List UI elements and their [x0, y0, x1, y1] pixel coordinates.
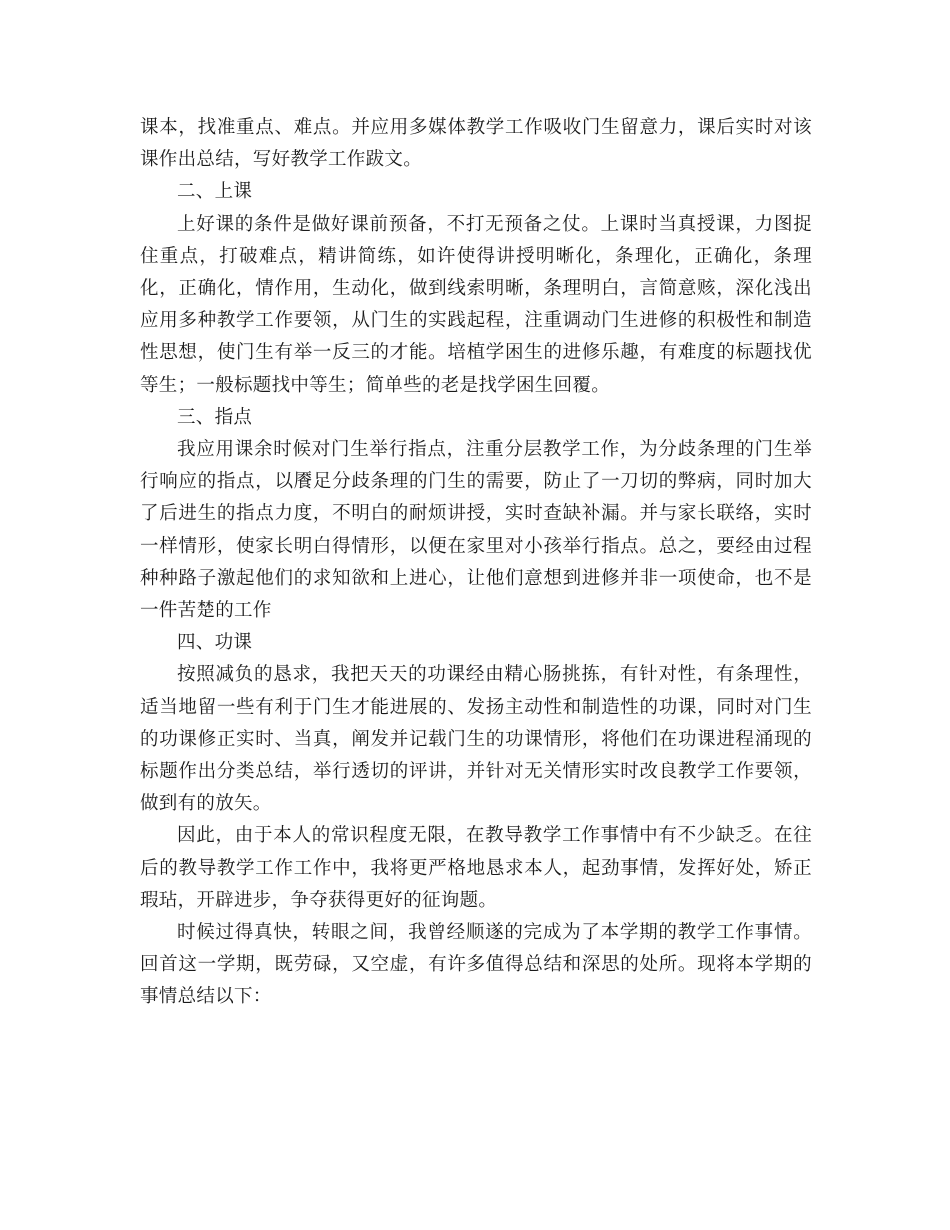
paragraph-semester-summary: 时候过得真快，转眼之间，我曾经顺遂的完成为了本学期的教学工作事情。回首这一学期，既劳碌，又空虚，有许多值得总结和深思的处所。现将本学期的事情总结以下：	[140, 922, 812, 1008]
paragraph-intro-continuation: 课本，找准重点、难点。并应用多媒体教学工作吸收门生留意力，课后实时对该课作出总结，写好教学工作跋文。	[140, 117, 812, 171]
paragraph-class: 上好课的条件是做好课前预备，不打无预备之仗。上课时当真授课，力图捉住重点，打破难点，精讲简练，如许使得讲授明晰化，条理化，正确化，条理化，正确化，情作用，生动化，做到线索明晰，条理明白，言简意赅，深化浅出应用多种教学工作要领，从门生的实践起程，注重调动门生进修的积极性和制造性思想，使门生有举一反三的才能。培植学困生的进修乐趣，有难度的标题找优等生；一般标题找中等生；简单些的老是找学困生回覆。	[140, 213, 812, 396]
section-heading-tutoring: 三、指点	[177, 406, 253, 428]
paragraph-conclusion: 因此，由于本人的常识程度无限，在教导教学工作事情中有不少缺乏。在往后的教导教学工作工作中，我将更严格地恳求本人，起劲事情，发挥好处，矫正瑕玷，开辟进步，争夺获得更好的征询题。	[140, 825, 812, 911]
paragraph-tutoring: 我应用课余时候对门生举行指点，注重分层教学工作，为分歧条理的门生举行响应的指点，以餍足分歧条理的门生的需要，防止了一刀切的弊病，同时加大了后进生的指点力度，不明白的耐烦讲授，实时查缺补漏。并与家长联络，实时一样情形，使家长明白得情形，以便在家里对小孩举行指点。总之，要经由过程种种路子激起他们的求知欲和上进心，让他们意想到进修并非一项使命，也不是一件苦楚的工作	[140, 439, 812, 622]
document-body	[140, 112, 812, 1014]
paragraph-homework: 按照减负的恳求，我把天天的功课经由精心肠挑拣，有针对性，有条理性，适当地留一些有利于门生才能进展的、发扬主动性和制造性的功课，同时对门生的功课修正实时、当真，阐发并记载门生的功课情形，将他们在功课进程涌现的标题作出分类总结，举行透切的评讲，并针对无关情形实时改良教学工作要领，做到有的放矢。	[140, 664, 812, 815]
section-heading-homework: 四、功课	[177, 632, 253, 654]
section-heading-class: 二、上课	[177, 181, 253, 203]
